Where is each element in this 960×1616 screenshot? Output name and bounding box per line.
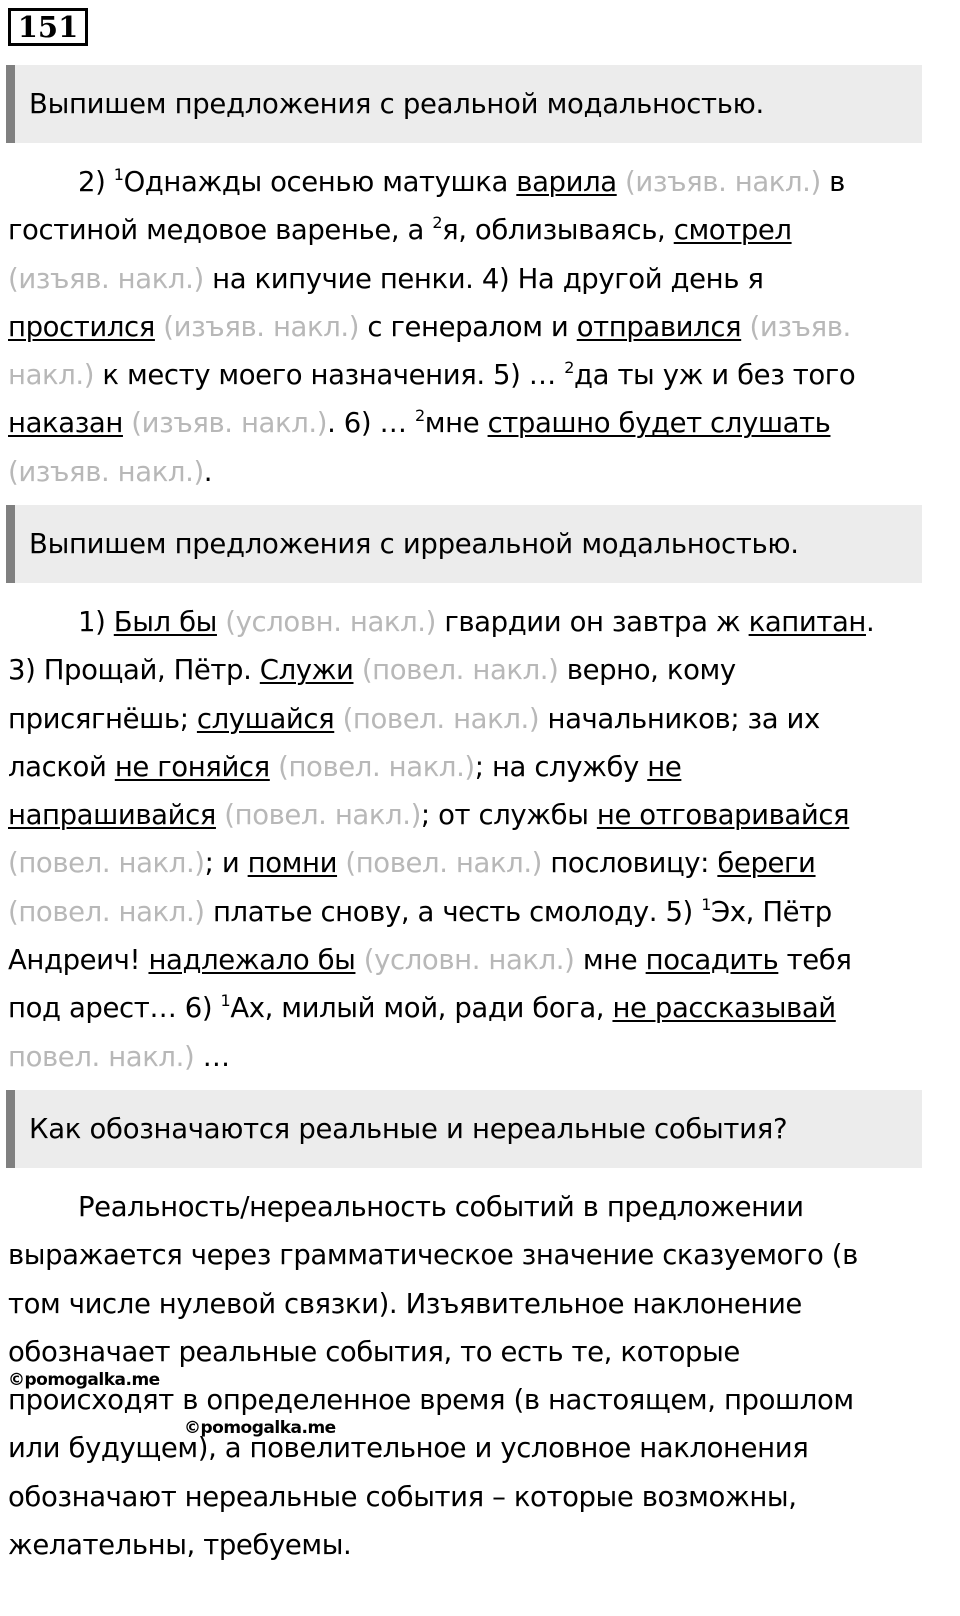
real-modality-paragraph — [8, 158, 928, 496]
text-line: наказан (изъяв. накл.). 6) … $^2$мне страшно будет слушать — [8, 406, 831, 440]
text-line: 3) Прощай, Пётр. Служи (повел. накл.) верно, кому — [8, 654, 736, 687]
text-line: простился (изъяв. накл.) с генералом и отправился (изъяв. — [8, 310, 851, 343]
text-line: повел. накл.) … — [8, 1040, 230, 1073]
text-line: (изъяв. накл.) на кипучие пенки. 4) На другой день я — [8, 262, 764, 295]
text-line: происходят в определенное время (в настоящем, прошлом — [8, 1384, 854, 1417]
text-line: гостиной медовое варенье, а $^2$я, облизываясь, смотрел — [8, 213, 792, 247]
heading-text: Как обозначаются реальные и нереальные события? — [29, 1113, 788, 1145]
watermark: ©pomogalka.me — [8, 1370, 160, 1390]
text-line: обозначает реальные события, то есть те, которые — [8, 1335, 740, 1368]
section-heading-question — [6, 1090, 922, 1168]
text-line: 2) $^1$Однажды осенью матушка варила (изъяв. накл.) в — [78, 165, 845, 198]
text-line: накл.) к месту моего назначения. 5) … $^2$да ты уж и без того — [8, 358, 856, 392]
heading-text: Выпишем предложения с ирреальной модальностью. — [29, 528, 799, 560]
heading-text: Выпишем предложения с реальной модальностью. — [29, 88, 764, 120]
section-heading-irreal — [6, 505, 922, 583]
irreal-modality-paragraph — [8, 598, 928, 1081]
text-line: лаской не гоняйся (повел. накл.); на службу не — [8, 750, 682, 783]
section-heading-real — [6, 65, 922, 143]
text-line: выражается через грамматическое значение сказуемого (в — [8, 1239, 858, 1272]
text-line: 1) Был бы (условн. накл.) гвардии он завтра ж капитан. — [78, 606, 875, 638]
text-line: желательны, требуемы. — [8, 1529, 352, 1562]
text-line: или будущем), а повелительное и условное наклонения — [8, 1432, 809, 1465]
task-number: 151 — [8, 8, 88, 46]
text-line: присягнёшь; слушайся (повел. накл.) начальников; за их — [8, 702, 820, 735]
text-line: том числе нулевой связки). Изъявительное наклонение — [8, 1287, 802, 1320]
text-line: напрашивайся (повел. накл.); от службы не отговаривайся — [8, 799, 850, 832]
text-line: Реальность/нереальность событий в предложении — [78, 1191, 804, 1223]
text-line: Андреич! надлежало бы (условн. накл.) мне посадить тебя — [8, 944, 852, 977]
text-line: (повел. накл.); и помни (повел. накл.) пословицу: береги — [8, 847, 816, 880]
text-line: (повел. накл.) платье снову, а честь смолоду. 5) $^1$Эх, Пётр — [8, 894, 832, 928]
text-line: под арест… 6) $^1$Ах, милый мой, ради бога, не рассказывай — [8, 991, 836, 1025]
text-line: (изъяв. накл.). — [8, 455, 213, 488]
text-line: обозначают нереальные события – которые возможны, — [8, 1480, 797, 1513]
watermark: ©pomogalka.me — [184, 1418, 336, 1438]
